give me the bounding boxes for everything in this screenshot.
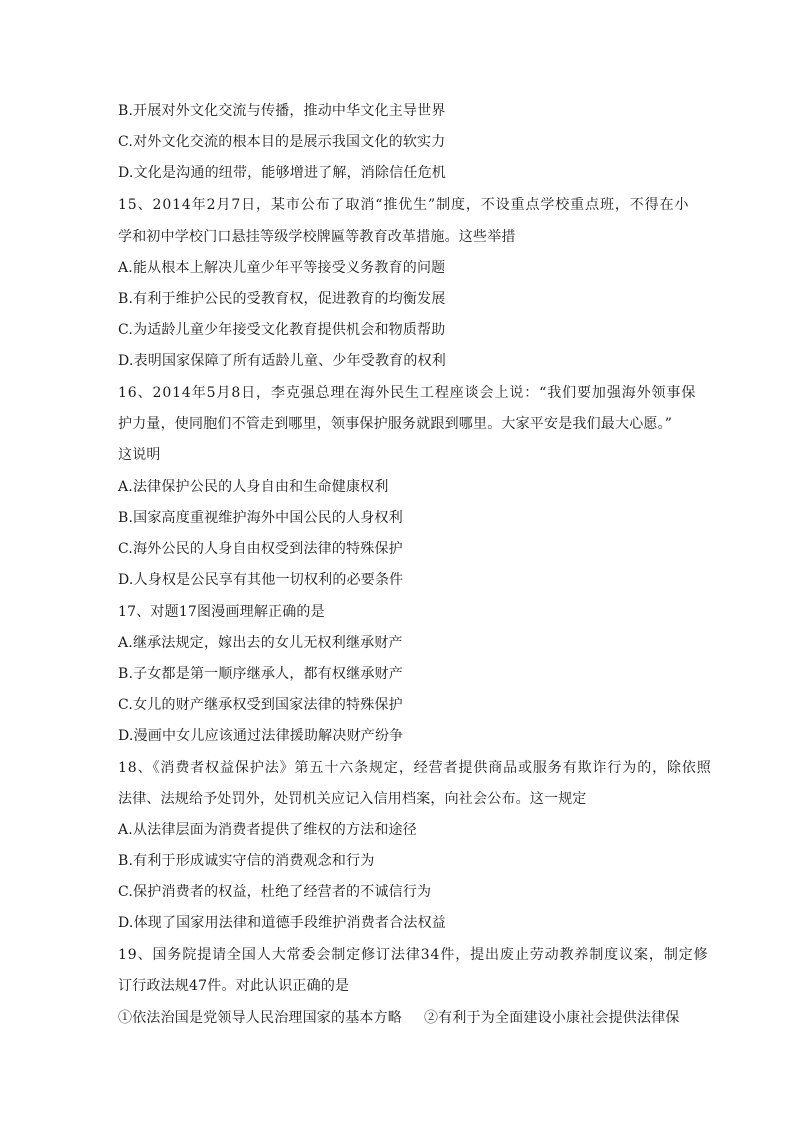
q18-option-d: D.体现了国家用法律和道德手段维护消费者合法权益: [118, 915, 446, 931]
q17-option-d: D.漫画中女儿应该通过法律援助解决财产纷争: [118, 728, 404, 744]
q14-option-c: C.对外文化交流的根本目的是展示我国文化的软实力: [118, 134, 446, 150]
q19-statement-2: ②有利于为全面建设小康社会提供法律保: [424, 1010, 680, 1026]
q15-option-b: B.有利于维护公民的受教育权，促进教育的均衡发展: [118, 291, 446, 307]
q19-statement-1: ①依法治国是党领导人民治理国家的基本方略: [118, 1010, 402, 1026]
q16-option-b: B.国家高度重视维护海外中国公民的人身权利: [118, 510, 403, 526]
q16-option-c: C.海外公民的人身自由权受到法律的特殊保护: [118, 541, 403, 557]
q16-option-d: D.人身权是公民享有其他一切权利的必要条件: [118, 572, 404, 588]
q18-option-a: A.从法律层面为消费者提供了维权的方法和途径: [118, 822, 417, 838]
q15-option-a: A.能从根本上解决儿童少年平等接受义务教育的问题: [118, 260, 446, 276]
q18-option-b: B.有利于形成诚实守信的消费观念和行为: [118, 853, 375, 869]
q14-option-d: D.文化是沟通的纽带，能够增进了解，消除信任危机: [118, 165, 446, 181]
q17-option-c: C.女儿的财产继承权受到国家法律的特殊保护: [118, 697, 403, 713]
q19-statements: [118, 1008, 680, 1028]
q17-option-b: B.子女都是第一顺序继承人，都有权继承财产: [118, 666, 403, 682]
q15-option-c: C.为适龄儿童少年接受文化教育提供机会和物质帮助: [118, 322, 446, 338]
q16-option-a: A.法律保护公民的人身自由和生命健康权利: [118, 479, 389, 495]
q15-stem-line-1: 15、2014年2月7日，某市公布了取消“推优生”制度，不设重点学校重点班，不得在小: [118, 197, 690, 213]
q18-option-c: C.保护消费者的权益，杜绝了经营者的不诚信行为: [118, 884, 432, 900]
q18-stem-line-1: 18、《消费者权益保护法》第五十六条规定，经营者提供商品或服务有欺诈行为的，除依照: [118, 760, 712, 776]
q17-option-a: A.继承法规定，嫁出去的女儿无权利继承财产: [118, 635, 403, 651]
q18-stem-line-2: 法律、法规给予处罚外，处罚机关应记入信用档案，向社会公布。这一规定: [118, 791, 587, 807]
q16-stem-line-1: 16、2014年5月8日，李克强总理在海外民生工程座谈会上说：“我们要加强海外领事保: [118, 385, 697, 401]
q19-stem-line-1: 19、国务院提请全国人大常委会制定修订法律34件，提出废止劳动教养制度议案，制定修: [118, 947, 709, 963]
q19-stem-line-2: 订行政法规47件。对此认识正确的是: [118, 978, 350, 994]
q16-stem-line-3: 这说明: [118, 447, 161, 463]
q16-stem-line-2: 护力量，使同胞们不管走到哪里，领事保护服务就跟到哪里。大家平安是我们最大心愿。”: [118, 416, 673, 432]
q14-option-b: B.开展对外文化交流与传播，推动中华文化主导世界: [118, 103, 446, 119]
q17-stem-line-1: 17、对题17图漫画理解正确的是: [118, 604, 325, 620]
q15-stem-line-2: 学和初中学校门口悬挂等级学校牌匾等教育改革措施。这些举措: [118, 229, 516, 245]
q15-option-d: D.表明国家保障了所有适龄儿童、少年受教育的权利: [118, 353, 446, 369]
